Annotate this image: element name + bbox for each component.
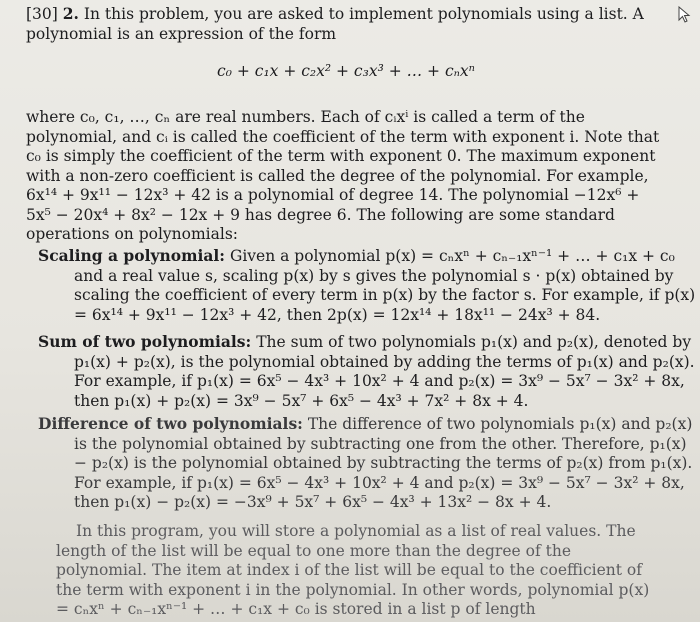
intro-text: In this problem, you are asked to implement polynomials using a list. A polynomial is an expression of the form (26, 5, 644, 43)
operation-text: Given a polynomial p(x) = cₙxⁿ + cₙ₋₁xⁿ⁻¹ + … + c₁x + c₀ and a real value s, scaling p(x) by s gives the polynomial s · p(x) obtained by scaling the coefficient of every term in p(x) by the factor s. For example, if p(x) = 6x¹⁴ + 9x¹¹ − 12x³ + 42, then 2p(x) = 12x¹⁴ + 18x¹¹ − 24x³ + 84. (74, 247, 696, 324)
operation-text: The difference of two polynomials p₁(x) and p₂(x) is the polynomial obtained by subtracting one from the other. Therefore, p₁(x) − p₂(x) is the polynomial obtained by subtracting the terms of p₂(x) from p₁(x). For example, if p₁(x) = 6x⁵ − 4x³ + 10x² + 4 and p₂(x) = 3x⁹ − 5x⁷ − 3x² + 8x, then p₁(x) − p₂(x) = −3x⁹ + 5x⁷ + 6x⁵ − 4x³ + 13x² − 8x + 4. (74, 415, 693, 511)
operation-difference (38, 414, 698, 513)
operation-title: Difference of two polynomials: (38, 414, 303, 433)
closing-paragraph: In this program, you will store a polynomial as a list of real values. The length of the list will be equal to one more than the degree of the polynomial. The item at index i of the list will be equal to the coefficient of the term with exponent i in the polynomial. In other words, polynomial p(x) = cₙxⁿ + cₙ₋₁xⁿ⁻¹ + … + c₁x + c₀ is stored in a list p of length (56, 522, 650, 618)
operation-scaling (38, 246, 698, 325)
operation-title: Scaling a polynomial: (38, 246, 226, 265)
polynomial-formula: c₀ + c₁x + c₂x² + c₃x³ + … + cₙxⁿ (217, 62, 475, 80)
mouse-pointer-icon (678, 6, 692, 24)
problem-number: 2. (62, 4, 79, 23)
points-label: [30] (26, 5, 58, 23)
definition-paragraph: where c₀, c₁, …, cₙ are real numbers. Each of cᵢxⁱ is called a term of the polynomial, and cᵢ is called the coefficient of the term with exponent i. Note that c₀ is simply the coefficient of the term with exponent 0. The maximum exponent with a non-zero coefficient is called the degree of the polynomial. For example, 6x¹⁴ + 9x¹¹ − 12x³ + 42 is a polynomial of degree 14. The polynomial −12x⁶ + 5x⁵ − 20x⁴ + 8x² − 12x + 9 has degree 6. The following are some standard operations on polynomials: (26, 108, 660, 243)
operation-title: Sum of two polynomials: (38, 332, 252, 351)
problem-intro (26, 4, 662, 44)
operation-text: The sum of two polynomials p₁(x) and p₂(x), denoted by p₁(x) + p₂(x), is the polynomial obtained by adding the terms of p₁(x) and p₂(x). For example, if p₁(x) = 6x⁵ − 4x³ + 10x² + 4 and p₂(x) = 3x⁹ − 5x⁷ − 3x² + 8x, then p₁(x) + p₂(x) = 3x⁹ − 5x⁷ + 6x⁵ − 4x³ + 7x² + 8x + 4. (74, 333, 695, 410)
operation-sum (38, 332, 698, 411)
